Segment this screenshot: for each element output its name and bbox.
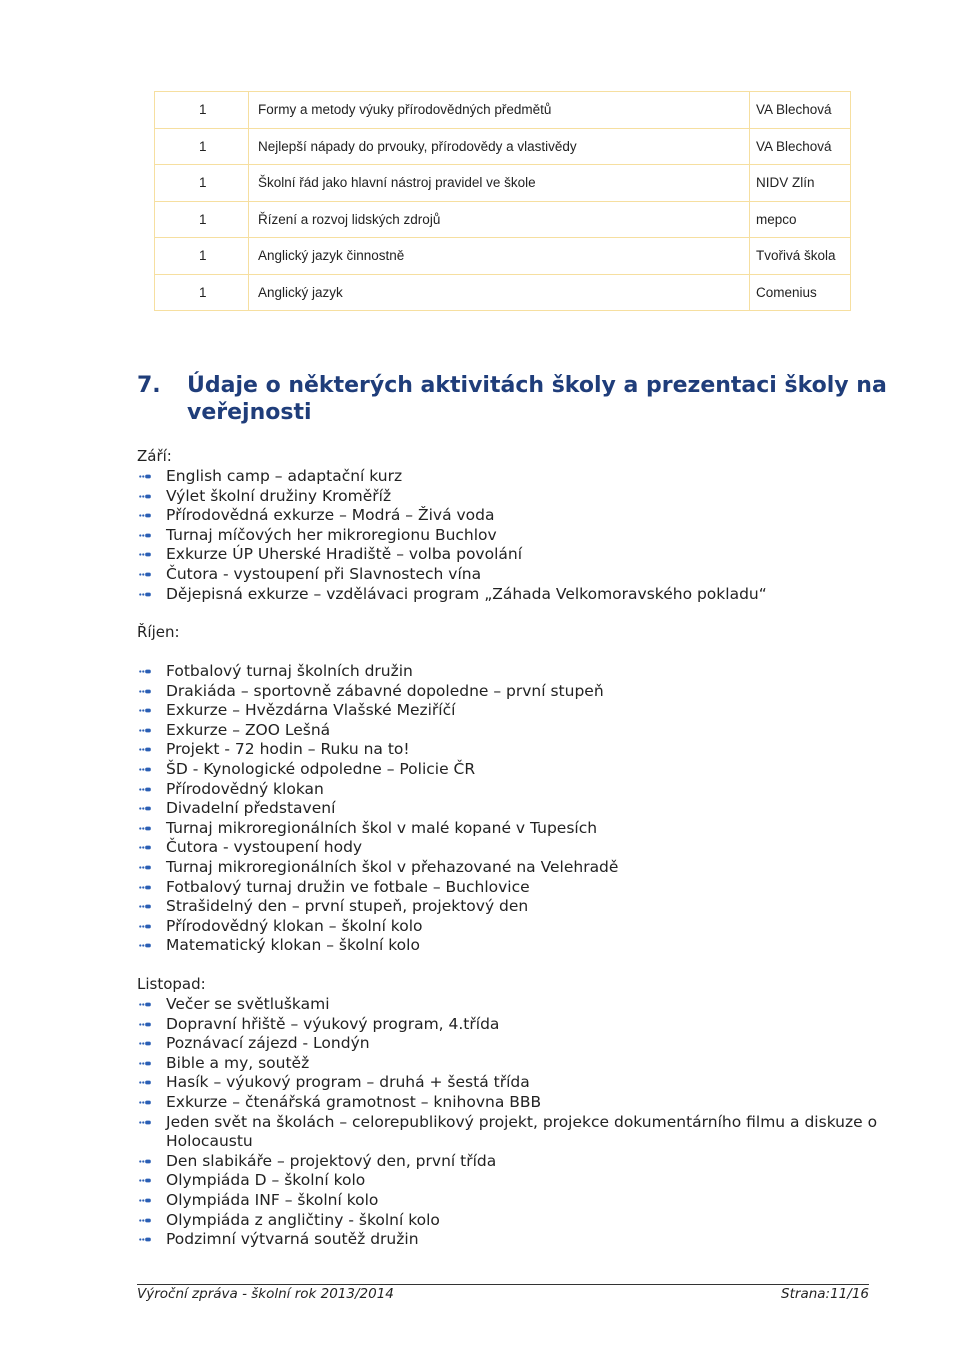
bullet-icon bbox=[139, 669, 150, 674]
list-item bbox=[137, 838, 896, 858]
row-provider: NIDV Zlín bbox=[750, 165, 851, 202]
list-item-text: Matematický klokan – školní kolo bbox=[166, 936, 420, 955]
bullet-icon bbox=[139, 494, 150, 499]
list-item-text: Olympiáda INF – školní kolo bbox=[166, 1190, 379, 1209]
row-provider: mepco bbox=[750, 201, 851, 238]
list-item bbox=[137, 1191, 896, 1211]
table-row bbox=[155, 92, 851, 129]
list-item-text: Divadelní představení bbox=[166, 799, 336, 818]
list-item bbox=[137, 526, 896, 546]
list-item bbox=[137, 780, 896, 800]
list-item-text: Turnaj mikroregionálních škol v malé kopané v Tupesích bbox=[166, 818, 598, 837]
list-item bbox=[137, 936, 896, 956]
list-item-text: Dějepisná exkurze – vzdělávaci program „Záhada Velkomoravského pokladu“ bbox=[166, 584, 767, 603]
bullet-icon bbox=[139, 826, 150, 831]
list-item-text: Bible a my, soutěž bbox=[166, 1053, 310, 1072]
page-footer bbox=[137, 1284, 869, 1302]
footer-report-title: Výroční zpráva - školní rok 2013/2014 bbox=[137, 1286, 394, 1302]
bullet-icon bbox=[139, 1041, 150, 1046]
list-item bbox=[137, 701, 896, 721]
row-count: 1 bbox=[155, 128, 249, 165]
list-item-text: Exkurze ÚP Uherské Hradiště – volba povolání bbox=[166, 545, 523, 564]
list-item-text: Čutora - vystoupení hody bbox=[166, 838, 363, 857]
list-item-text: Den slabikáře – projektový den, první třída bbox=[166, 1151, 497, 1170]
list-item-text: Turnaj mikroregionálních škol v přehazované na Velehradě bbox=[166, 857, 619, 876]
row-provider: VA Blechová bbox=[750, 92, 851, 129]
row-course-name: Řízení a rozvoj lidských zdrojů bbox=[249, 201, 750, 238]
list-item bbox=[137, 467, 896, 487]
list-item bbox=[137, 995, 896, 1015]
bullet-icon bbox=[139, 1218, 150, 1223]
activity-list-zari bbox=[137, 467, 896, 604]
list-item bbox=[137, 1073, 896, 1093]
list-item bbox=[137, 1015, 896, 1035]
bullet-icon bbox=[139, 1178, 150, 1183]
section-title: Údaje o některých aktivitách školy a prezentaci školy na veřejnosti bbox=[187, 373, 887, 425]
list-item bbox=[137, 1152, 896, 1172]
training-table bbox=[154, 91, 851, 311]
bullet-icon bbox=[139, 1237, 150, 1242]
list-item bbox=[137, 917, 896, 937]
bullet-icon bbox=[139, 1100, 150, 1105]
month-label-rijen: Říjen: bbox=[137, 623, 180, 641]
bullet-icon bbox=[139, 572, 150, 577]
list-item bbox=[137, 1093, 896, 1113]
list-item-text: Exkurze – Hvězdárna Vlašské Meziříčí bbox=[166, 701, 456, 720]
list-item-text: Podzimní výtvarná soutěž družin bbox=[166, 1230, 419, 1249]
row-count: 1 bbox=[155, 92, 249, 129]
row-count: 1 bbox=[155, 201, 249, 238]
list-item bbox=[137, 760, 896, 780]
bullet-icon bbox=[139, 845, 150, 850]
row-count: 1 bbox=[155, 165, 249, 202]
bullet-icon bbox=[139, 904, 150, 909]
list-item bbox=[137, 506, 896, 526]
list-item bbox=[137, 1034, 896, 1054]
activity-list-listopad bbox=[137, 995, 896, 1250]
list-item-text: Přírodovědný klokan – školní kolo bbox=[166, 916, 423, 935]
bullet-icon bbox=[139, 474, 150, 479]
list-item bbox=[137, 1230, 896, 1250]
list-item-text: Projekt - 72 hodin – Ruku na to! bbox=[166, 740, 410, 759]
list-item bbox=[137, 1113, 896, 1152]
row-course-name: Školní řád jako hlavní nástroj pravidel ve škole bbox=[249, 165, 750, 202]
list-item bbox=[137, 819, 896, 839]
list-item-text: Výlet školní družiny Kroměříž bbox=[166, 486, 392, 505]
list-item-text: Exkurze – čtenářská gramotnost – knihovna BBB bbox=[166, 1092, 542, 1111]
bullet-icon bbox=[139, 767, 150, 772]
list-item bbox=[137, 721, 896, 741]
bullet-icon bbox=[139, 1159, 150, 1164]
list-item-text: Strašidelný den – první stupeň, projektový den bbox=[166, 897, 529, 916]
list-item bbox=[137, 878, 896, 898]
list-item-text: ŠD - Kynologické odpoledne – Policie ČR bbox=[166, 759, 476, 778]
bullet-icon bbox=[139, 1022, 150, 1027]
row-course-name: Anglický jazyk činnostně bbox=[249, 238, 750, 275]
list-item-text: Fotbalový turnaj družin ve fotbale – Buchlovice bbox=[166, 877, 530, 896]
row-provider: Comenius bbox=[750, 274, 851, 311]
table-row bbox=[155, 201, 851, 238]
bullet-icon bbox=[139, 924, 150, 929]
table-row bbox=[155, 165, 851, 202]
list-item-text: Hasík – výukový program – druhá + šestá třída bbox=[166, 1073, 530, 1092]
list-item-text: Přírodovědná exkurze – Modrá – Živá voda bbox=[166, 506, 495, 525]
bullet-icon bbox=[139, 943, 150, 948]
bullet-icon bbox=[139, 787, 150, 792]
list-item bbox=[137, 545, 896, 565]
table-row bbox=[155, 238, 851, 275]
list-item-text: Přírodovědný klokan bbox=[166, 779, 324, 798]
bullet-icon bbox=[139, 747, 150, 752]
table-row bbox=[155, 274, 851, 311]
row-count: 1 bbox=[155, 274, 249, 311]
list-item bbox=[137, 682, 896, 702]
list-item-text: English camp – adaptační kurz bbox=[166, 467, 403, 485]
bullet-icon bbox=[139, 592, 150, 597]
bullet-icon bbox=[139, 1198, 150, 1203]
bullet-icon bbox=[139, 806, 150, 811]
list-item bbox=[137, 897, 896, 917]
row-provider: Tvořivá škola bbox=[750, 238, 851, 275]
list-item bbox=[137, 858, 896, 878]
month-label-listopad: Listopad: bbox=[137, 975, 206, 993]
bullet-icon bbox=[139, 1002, 150, 1007]
table-row bbox=[155, 128, 851, 165]
month-label-zari: Září: bbox=[137, 447, 172, 465]
list-item-text: Fotbalový turnaj školních družin bbox=[166, 662, 413, 680]
list-item bbox=[137, 799, 896, 819]
list-item-text: Poznávací zájezd - Londýn bbox=[166, 1034, 370, 1053]
bullet-icon bbox=[139, 533, 150, 538]
list-item-text: Olympiáda z angličtiny - školní kolo bbox=[166, 1210, 440, 1229]
row-provider: VA Blechová bbox=[750, 128, 851, 165]
bullet-icon bbox=[139, 1061, 150, 1066]
list-item bbox=[137, 740, 896, 760]
list-item-text: Dopravní hřiště – výukový program, 4.třída bbox=[166, 1014, 500, 1033]
list-item-text: Olympiáda D – školní kolo bbox=[166, 1171, 366, 1190]
list-item bbox=[137, 585, 896, 605]
list-item-text: Exkurze – ZOO Lešná bbox=[166, 720, 331, 739]
bullet-icon bbox=[139, 1080, 150, 1085]
bullet-icon bbox=[139, 1120, 150, 1125]
row-count: 1 bbox=[155, 238, 249, 275]
activity-list-rijen bbox=[137, 662, 896, 956]
row-course-name: Formy a metody výuky přírodovědných předmětů bbox=[249, 92, 750, 129]
bullet-icon bbox=[139, 728, 150, 733]
bullet-icon bbox=[139, 885, 150, 890]
list-item bbox=[137, 1211, 896, 1231]
bullet-icon bbox=[139, 513, 150, 518]
list-item-text: Turnaj míčových her mikroregionu Buchlov bbox=[166, 525, 497, 544]
list-item-text: Čutora - vystoupení při Slavnostech vína bbox=[166, 564, 482, 583]
bullet-icon bbox=[139, 689, 150, 694]
row-course-name: Anglický jazyk bbox=[249, 274, 750, 311]
section-number: 7. bbox=[137, 373, 161, 398]
list-item-text: Drakiáda – sportovně zábavné dopoledne – první stupeň bbox=[166, 681, 604, 700]
list-item bbox=[137, 487, 896, 507]
bullet-icon bbox=[139, 708, 150, 713]
list-item bbox=[137, 565, 896, 585]
list-item bbox=[137, 662, 896, 682]
list-item bbox=[137, 1054, 896, 1074]
bullet-icon bbox=[139, 865, 150, 870]
list-item bbox=[137, 1171, 896, 1191]
list-item-text: Jeden svět na školách – celorepublikový projekt, projekce dokumentárního filmu a diskuze o Holocaustu bbox=[166, 1112, 878, 1151]
footer-page-number: Strana:11/16 bbox=[781, 1286, 869, 1302]
bullet-icon bbox=[139, 552, 150, 557]
row-course-name: Nejlepší nápady do prvouky, přírodovědy a vlastivědy bbox=[249, 128, 750, 165]
list-item-text: Večer se světluškami bbox=[166, 995, 330, 1013]
